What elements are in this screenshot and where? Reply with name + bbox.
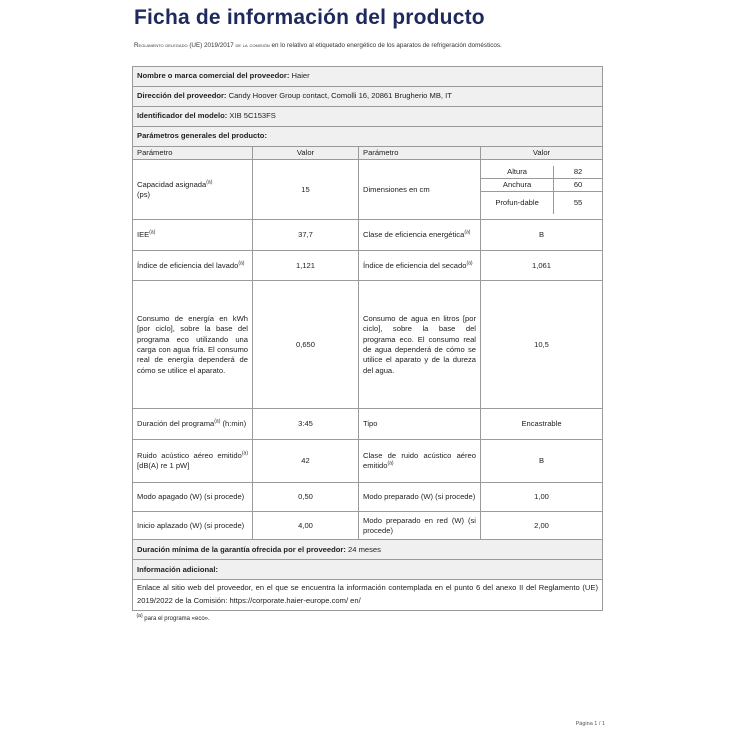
footnote (133, 611, 603, 626)
model-identifier-label: Identificador del modelo: (137, 111, 228, 121)
off-mode-label: Modo apagado (W) (si procede) (133, 483, 253, 512)
capacity-label-text: Capacidad asignada (137, 179, 207, 189)
product-info-table (132, 66, 603, 625)
type-value: Encastrable (481, 409, 603, 440)
program-duration-value: 3:45 (253, 409, 359, 440)
standby-label: Modo preparado (W) (si procede) (359, 483, 481, 512)
energy-class-label (359, 220, 481, 251)
energy-class-label-text: Clase de eficiencia energética (363, 230, 465, 240)
program-duration-label (133, 409, 253, 440)
footnote-text: para el programa «eco». (144, 616, 210, 622)
noise-label (133, 440, 253, 483)
supplier-address-value: Candy Hoover Group contact, Comolli 16, 20861 Brugherio MB, IT (228, 91, 452, 101)
model-identifier-value: XIB 5C153FS (229, 111, 276, 121)
dim-depth-label: Profun-dable (481, 191, 554, 214)
page-title: Ficha de información del producto (134, 6, 485, 29)
capacity-label (133, 160, 253, 220)
supplier-address-label: Dirección del proveedor: (137, 91, 227, 101)
energy-class-sup: (a) (464, 229, 471, 236)
dry-efficiency-label-text: Índice de eficiencia del secado (363, 260, 467, 270)
delay-start-label: Inicio aplazado (W) (si procede) (133, 512, 253, 540)
energy-class-value: B (481, 220, 603, 251)
noise-class-sup: (a) (387, 460, 394, 467)
wash-efficiency-sup: (a) (238, 260, 245, 267)
dim-width-label: Anchura (481, 178, 554, 191)
model-identifier-row (133, 107, 603, 127)
networked-standby-label: Modo preparado en red (W) (si procede) (359, 512, 481, 540)
noise-class-value: B (481, 440, 603, 483)
regulation-caps: Reglamento delegado (UE) 2019/2017 de la comisión (134, 42, 270, 49)
program-duration-unit: (h:min) (222, 419, 247, 429)
dimensions-values (481, 160, 603, 220)
dry-efficiency-label (359, 251, 481, 281)
noise-class-label (359, 440, 481, 483)
networked-standby-value: 2,00 (481, 512, 603, 540)
program-duration-sup: (a) (214, 418, 221, 425)
capacity-sup: (a) (206, 178, 213, 185)
wash-efficiency-label (133, 251, 253, 281)
noise-label-text: Ruido acústico aéreo emitido (137, 451, 242, 460)
noise-sup: (a) (241, 450, 248, 457)
capacity-unit: (ps) (137, 189, 151, 199)
water-consumption-value: 10,5 (481, 281, 603, 409)
dimensions-subtable (481, 166, 602, 214)
dim-height-label: Altura (481, 166, 554, 179)
wash-efficiency-value: 1,121 (253, 251, 359, 281)
supplier-name-value: Haier (291, 71, 310, 81)
capacity-value: 15 (253, 160, 359, 220)
supplier-address-row (133, 87, 603, 107)
iee-label-text: IEE (137, 230, 150, 240)
supplier-name-row (133, 67, 603, 87)
energy-consumption-value: 0,650 (253, 281, 359, 409)
dry-efficiency-sup: (a) (466, 260, 473, 267)
additional-info-heading: Información adicional: (133, 560, 603, 580)
water-consumption-label: Consumo de agua en litros [por ciclo], sobre la base del programa eco. El consumo real de agua dependerá de cómo se utilice el aparato y de la dureza del agua. (359, 281, 481, 409)
iee-value: 37,7 (253, 220, 359, 251)
page-number: Página 1 / 1 (575, 721, 605, 727)
dim-height-value: 82 (554, 166, 602, 179)
standby-value: 1,00 (481, 483, 603, 512)
dimensions-label: Dimensiones en cm (359, 160, 481, 220)
general-params-heading: Parámetros generales del producto: (133, 127, 603, 147)
noise-value: 42 (253, 440, 359, 483)
energy-consumption-label: Consumo de energía en kWh [por ciclo], sobre la base del programa eco utilizando una carga con agua fría. El consumo real de energía dependerá de cómo se utilice el aparato. (133, 281, 253, 409)
regulation-text: en lo relativo al etiquetado energético de los aparatos de refrigeración domésticos. (269, 42, 502, 49)
iee-label (133, 220, 253, 251)
dim-width-value: 60 (554, 178, 602, 191)
header-parameter: Parámetro (133, 147, 253, 160)
noise-class-label-text: Clase de ruido acústico aéreo emitido (363, 451, 476, 471)
type-label: Tipo (359, 409, 481, 440)
regulation-reference (134, 41, 604, 50)
footnote-sup: (a) (136, 613, 143, 619)
delay-start-value: 4,00 (253, 512, 359, 540)
off-mode-value: 0,50 (253, 483, 359, 512)
warranty-row (133, 540, 603, 560)
dry-efficiency-value: 1,061 (481, 251, 603, 281)
iee-sup: (a) (149, 229, 156, 236)
header-value: Valor (253, 147, 359, 160)
program-duration-label-text: Duración del programa (137, 419, 215, 429)
dim-depth-value: 55 (573, 197, 583, 207)
supplier-name-label: Nombre o marca comercial del proveedor: (137, 71, 290, 81)
noise-unit: [dB(A) re 1 pW] (137, 461, 190, 471)
header-value-2: Valor (481, 147, 603, 160)
wash-efficiency-label-text: Índice de eficiencia del lavado (137, 260, 239, 270)
warranty-value: 24 meses (348, 544, 381, 554)
header-parameter-2: Parámetro (359, 147, 481, 160)
warranty-label: Duración mínima de la garantía ofrecida por el proveedor: (137, 544, 346, 554)
additional-info-text: Enlace al sitio web del proveedor, en el que se encuentra la información contemplada en el punto 6 del anexo II del Reglamento (UE) 2019/2022 de la Comisión: https://corporate.haier-europe.com/ en/ (133, 580, 603, 611)
